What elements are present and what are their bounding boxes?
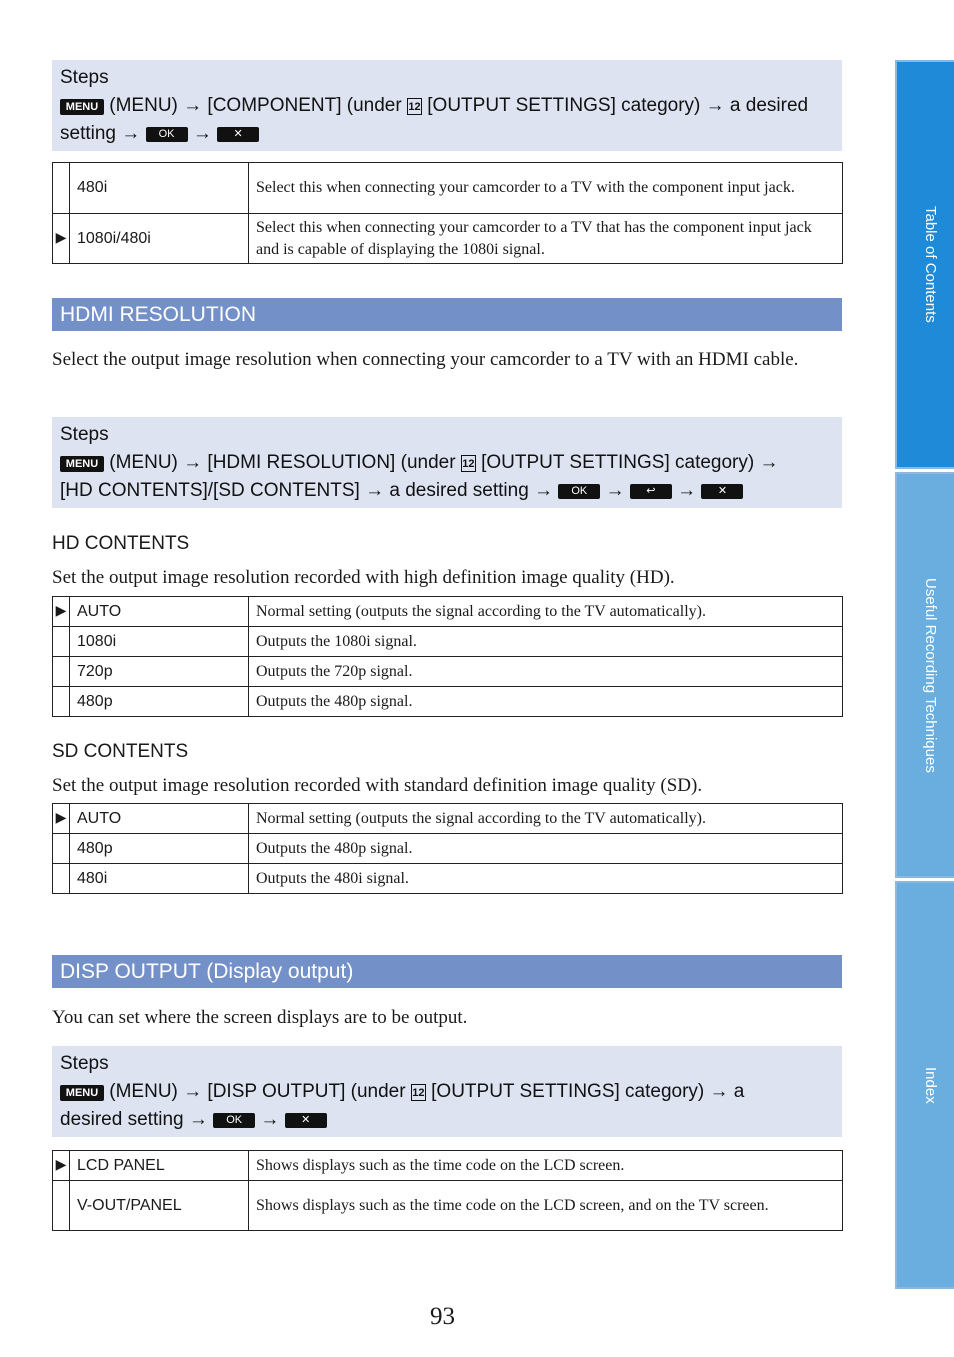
hd-contents-heading: HD CONTENTS [52, 533, 190, 554]
option-description: Outputs the 480p signal. [249, 687, 843, 717]
option-description: Outputs the 1080i signal. [249, 627, 843, 657]
option-name: LCD PANEL [70, 1151, 249, 1181]
option-description: Select this when connecting your camcorder to a TV with the component input jack. [249, 163, 843, 214]
arrow-icon: → [605, 480, 625, 501]
option-description: Normal setting (outputs the signal according to the TV automatically). [249, 804, 843, 834]
close-icon: ✕ [701, 484, 743, 499]
menu-icon: MENU [60, 99, 104, 115]
steps-text: setting → [60, 123, 141, 144]
option-name: V-OUT/PANEL [70, 1181, 249, 1231]
back-icon: ↩ [630, 484, 672, 499]
category-12-icon: 12 [407, 98, 422, 115]
table-row [53, 1181, 843, 1231]
close-icon: ✕ [285, 1113, 327, 1128]
category-12-icon: 12 [411, 1084, 426, 1101]
table-row [53, 687, 843, 717]
default-marker-cell [53, 687, 70, 717]
menu-icon: MENU [60, 1085, 104, 1101]
table-row [53, 657, 843, 687]
steps-box-disp [52, 1046, 842, 1137]
option-name: 1080i [70, 627, 249, 657]
steps-box-component [52, 60, 842, 151]
arrow-icon: → [260, 1109, 280, 1130]
table-row [53, 864, 843, 894]
default-marker-icon: ▶ [53, 597, 70, 627]
section-title-disp-output: DISP OUTPUT (Display output) [52, 955, 842, 988]
hd-contents-table [52, 596, 843, 717]
table-row [53, 214, 843, 264]
option-name: 480p [70, 687, 249, 717]
tab-label: Table of Contents [922, 206, 939, 323]
table-row [53, 1151, 843, 1181]
page-number: 93 [430, 1303, 455, 1330]
option-name: AUTO [70, 597, 249, 627]
option-description: Outputs the 480i signal. [249, 864, 843, 894]
sd-contents-heading: SD CONTENTS [52, 741, 189, 762]
default-marker-icon: ▶ [53, 214, 70, 264]
table-row [53, 597, 843, 627]
steps-text: (MENU) → [COMPONENT] (under [109, 95, 402, 116]
default-marker-cell [53, 1181, 70, 1231]
option-description: Select this when connecting your camcorder to a TV that has the component input jack and is capable of displaying the 1080i signal. [249, 214, 843, 264]
steps-text: (MENU) → [HDMI RESOLUTION] (under [109, 452, 456, 473]
option-name: 480p [70, 834, 249, 864]
option-description: Normal setting (outputs the signal according to the TV automatically). [249, 597, 843, 627]
steps-text: [OUTPUT SETTINGS] category) → a [431, 1081, 745, 1102]
ok-icon: OK [146, 127, 188, 142]
steps-title: Steps [60, 1053, 109, 1074]
sd-contents-table [52, 803, 843, 894]
option-description: Outputs the 720p signal. [249, 657, 843, 687]
steps-text: [HD CONTENTS]/[SD CONTENTS] → a desired setting → [60, 480, 554, 501]
default-marker-cell [53, 627, 70, 657]
option-description: Outputs the 480p signal. [249, 834, 843, 864]
category-12-icon: 12 [461, 455, 476, 472]
tab-label: Index [922, 1066, 939, 1104]
option-name: 480i [70, 163, 249, 214]
option-name: AUTO [70, 804, 249, 834]
steps-text: [OUTPUT SETTINGS] category) → a desired [427, 95, 809, 116]
default-marker-cell [53, 864, 70, 894]
arrow-icon: → [192, 123, 212, 144]
default-marker-cell [53, 163, 70, 214]
steps-box-hdmi [52, 417, 842, 508]
table-row [53, 804, 843, 834]
option-description: Shows displays such as the time code on the LCD screen. [249, 1151, 843, 1181]
table-row [53, 163, 843, 214]
disp-output-table [52, 1150, 843, 1231]
disp-intro: You can set where the screen displays are to be output. [52, 1007, 468, 1028]
sd-contents-intro: Set the output image resolution recorded with standard definition image quality (SD). [52, 775, 703, 796]
steps-text: (MENU) → [DISP OUTPUT] (under [109, 1081, 406, 1102]
default-marker-icon: ▶ [53, 804, 70, 834]
ok-icon: OK [213, 1113, 255, 1128]
component-table [52, 162, 843, 264]
ok-icon: OK [558, 484, 600, 499]
tab-index[interactable] [895, 881, 954, 1289]
steps-text: desired setting → [60, 1109, 208, 1130]
close-icon: ✕ [217, 127, 259, 142]
option-description: Shows displays such as the time code on the LCD screen, and on the TV screen. [249, 1181, 843, 1231]
menu-icon: MENU [60, 456, 104, 472]
steps-title: Steps [60, 67, 109, 88]
option-name: 720p [70, 657, 249, 687]
hdmi-intro: Select the output image resolution when connecting your camcorder to a TV with an HDMI cable. [52, 349, 799, 370]
default-marker-cell [53, 834, 70, 864]
arrow-icon: → [677, 480, 697, 501]
tab-useful-recording-techniques[interactable] [895, 472, 954, 878]
tab-table-of-contents[interactable] [895, 60, 954, 469]
option-name: 1080i/480i [70, 214, 249, 264]
steps-text: [OUTPUT SETTINGS] category) → [481, 452, 779, 473]
default-marker-cell [53, 657, 70, 687]
table-row [53, 834, 843, 864]
hd-contents-intro: Set the output image resolution recorded with high definition image quality (HD). [52, 567, 675, 588]
default-marker-icon: ▶ [53, 1151, 70, 1181]
steps-title: Steps [60, 424, 109, 445]
tab-label: Useful Recording Techniques [922, 577, 939, 773]
table-row [53, 627, 843, 657]
section-title-hdmi: HDMI RESOLUTION [52, 298, 842, 331]
option-name: 480i [70, 864, 249, 894]
